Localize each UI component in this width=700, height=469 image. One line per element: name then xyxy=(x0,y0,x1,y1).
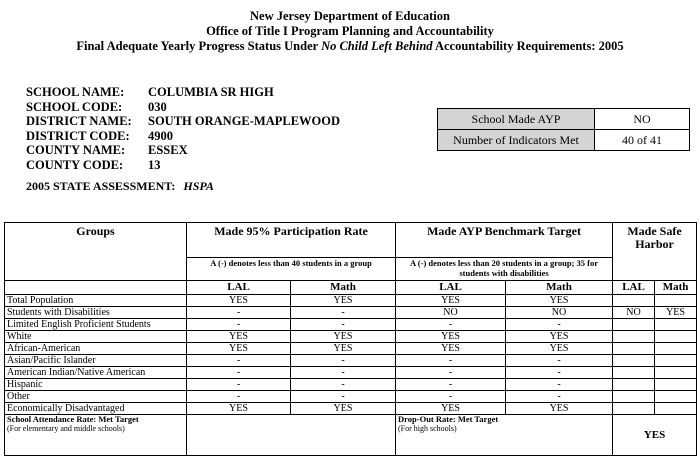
cell-s-math xyxy=(655,343,697,355)
school-name-label: SCHOOL NAME: xyxy=(26,85,125,99)
dropout-label: Drop-Out Rate: Met Target xyxy=(398,414,499,424)
cell-b-lal: NO xyxy=(396,307,506,319)
district-name: SOUTH ORANGE-MAPLEWOOD xyxy=(148,114,341,129)
cell-p-lal: - xyxy=(187,307,291,319)
school-name: COLUMBIA SR HIGH xyxy=(148,85,274,99)
group-name: Asian/Pacific Islander xyxy=(5,355,187,367)
header-line-3-pre: Final Adequate Yearly Progress Status Under xyxy=(76,39,322,53)
school-code-label: SCHOOL CODE: xyxy=(26,99,123,114)
cell-p-math: - xyxy=(291,367,396,379)
group-name: Other xyxy=(5,391,187,403)
table-row xyxy=(5,343,697,355)
header-line-3 xyxy=(0,39,700,54)
state-assessment xyxy=(26,179,214,194)
cell-s-math xyxy=(655,355,697,367)
cell-s-math xyxy=(655,403,697,415)
attendance-cell xyxy=(5,415,187,456)
table-row xyxy=(5,319,697,331)
cell-p-math: - xyxy=(291,379,396,391)
cell-s-lal xyxy=(613,367,655,379)
group-name: Students with Disabilities xyxy=(5,307,187,319)
cell-p-math: YES xyxy=(291,343,396,355)
cell-b-math: - xyxy=(506,391,613,403)
ayp-label: School Made AYP xyxy=(438,109,595,130)
ayp-value: NO xyxy=(595,109,690,130)
district-name-label: DISTRICT NAME: xyxy=(26,114,132,129)
cell-s-math xyxy=(655,295,697,307)
header-line-1: New Jersey Department of Education xyxy=(250,9,450,23)
cell-s-math xyxy=(655,379,697,391)
group-name: Total Population xyxy=(5,295,187,307)
cell-b-math: YES xyxy=(506,295,613,307)
summary-row-ayp xyxy=(438,109,690,130)
table-row xyxy=(5,379,697,391)
participation-note: A (-) denotes less than 40 students in a group xyxy=(187,258,396,281)
groups-sub-blank xyxy=(5,281,187,295)
cell-s-math xyxy=(655,319,697,331)
header-line-2: Office of Title I Program Planning and Accountability xyxy=(206,24,494,38)
table-row xyxy=(5,403,697,415)
cell-b-lal: - xyxy=(396,319,506,331)
benchmark-header: Made AYP Benchmark Target xyxy=(396,223,613,258)
groups-header: Groups xyxy=(5,223,187,281)
dropout-value: YES xyxy=(613,415,697,456)
table-row xyxy=(5,295,697,307)
safe-harbor-math-header: Math xyxy=(655,281,697,295)
cell-s-lal xyxy=(613,343,655,355)
assessment-label: 2005 STATE ASSESSMENT: xyxy=(26,179,176,193)
table-row xyxy=(5,355,697,367)
cell-b-lal: - xyxy=(396,391,506,403)
cell-p-lal: - xyxy=(187,367,291,379)
cell-s-lal xyxy=(613,319,655,331)
cell-b-math: YES xyxy=(506,343,613,355)
county-code: 13 xyxy=(148,157,161,172)
cell-b-lal: - xyxy=(396,355,506,367)
cell-s-math xyxy=(655,367,697,379)
table-row xyxy=(5,367,697,379)
cell-p-lal: - xyxy=(187,379,291,391)
participation-math-header: Math xyxy=(291,281,396,295)
participation-lal-header: LAL xyxy=(187,281,291,295)
dropout-note: (For high schools) xyxy=(398,424,457,433)
district-code: 4900 xyxy=(148,128,173,143)
assessment-value: HSPA xyxy=(183,179,214,193)
cell-p-math: - xyxy=(291,319,396,331)
cell-b-math: YES xyxy=(506,403,613,415)
cell-s-lal: NO xyxy=(613,307,655,319)
school-info xyxy=(26,85,340,173)
safe-harbor-header: Made Safe Harbor xyxy=(613,223,697,281)
cell-b-math: YES xyxy=(506,331,613,343)
group-name: Economically Disadvantaged xyxy=(5,403,187,415)
county-name: ESSEX xyxy=(148,143,188,158)
cell-p-lal: YES xyxy=(187,343,291,355)
cell-b-math: - xyxy=(506,319,613,331)
benchmark-lal-header: LAL xyxy=(396,281,506,295)
cell-p-lal: YES xyxy=(187,295,291,307)
header-line-3-post: Accountability Requirements: 2005 xyxy=(432,39,624,53)
cell-p-math: - xyxy=(291,355,396,367)
cell-b-math: - xyxy=(506,355,613,367)
cell-b-lal: YES xyxy=(396,331,506,343)
group-rows xyxy=(5,295,697,415)
header-line-3-em: No Child Left Behind xyxy=(321,39,433,53)
cell-b-lal: YES xyxy=(396,343,506,355)
table-row xyxy=(5,391,697,403)
cell-s-lal xyxy=(613,403,655,415)
cell-p-math: - xyxy=(291,391,396,403)
cell-p-math: YES xyxy=(291,295,396,307)
cell-p-math: - xyxy=(291,307,396,319)
cell-b-math: - xyxy=(506,367,613,379)
ayp-summary-table xyxy=(437,108,690,151)
school-code: 030 xyxy=(148,99,167,114)
cell-s-math xyxy=(655,391,697,403)
cell-s-lal xyxy=(613,355,655,367)
cell-s-math: YES xyxy=(655,307,697,319)
cell-b-lal: - xyxy=(396,367,506,379)
cell-p-math: YES xyxy=(291,403,396,415)
cell-b-lal: YES xyxy=(396,295,506,307)
indicators-label: Number of Indicators Met xyxy=(438,130,595,151)
group-name: White xyxy=(5,331,187,343)
benchmark-note: A (-) denotes less than 20 students in a group; 35 for students with disabilities xyxy=(396,258,613,281)
cell-b-lal: YES xyxy=(396,403,506,415)
group-name: Hispanic xyxy=(5,379,187,391)
summary-row-indicators xyxy=(438,130,690,151)
ayp-groups-table xyxy=(4,222,697,456)
cell-s-lal xyxy=(613,379,655,391)
benchmark-math-header: Math xyxy=(506,281,613,295)
cell-p-lal: - xyxy=(187,355,291,367)
cell-p-lal: YES xyxy=(187,403,291,415)
table-row xyxy=(5,331,697,343)
attendance-note: (For elementary and middle schools) xyxy=(7,424,125,433)
group-name: Limited English Proficient Students xyxy=(5,319,187,331)
cell-p-lal: - xyxy=(187,391,291,403)
county-code-label: COUNTY CODE: xyxy=(26,157,124,172)
cell-b-lal: - xyxy=(396,379,506,391)
group-name: American Indian/Native American xyxy=(5,367,187,379)
attendance-label: School Attendance Rate: Met Target xyxy=(7,414,139,424)
safe-harbor-lal-header: LAL xyxy=(613,281,655,295)
cell-p-lal: - xyxy=(187,319,291,331)
cell-s-lal xyxy=(613,295,655,307)
dropout-cell xyxy=(396,415,613,456)
participation-header: Made 95% Participation Rate xyxy=(187,223,396,258)
cell-s-lal xyxy=(613,391,655,403)
cell-s-lal xyxy=(613,331,655,343)
cell-p-lal: YES xyxy=(187,331,291,343)
cell-b-math: - xyxy=(506,379,613,391)
indicators-value: 40 of 41 xyxy=(595,130,690,151)
cell-s-math xyxy=(655,331,697,343)
county-name-label: COUNTY NAME: xyxy=(26,143,126,158)
group-name: African-American xyxy=(5,343,187,355)
table-row xyxy=(5,307,697,319)
cell-b-math: NO xyxy=(506,307,613,319)
attendance-value xyxy=(187,415,396,456)
report-header xyxy=(0,9,700,54)
cell-p-math: YES xyxy=(291,331,396,343)
district-code-label: DISTRICT CODE: xyxy=(26,128,130,143)
